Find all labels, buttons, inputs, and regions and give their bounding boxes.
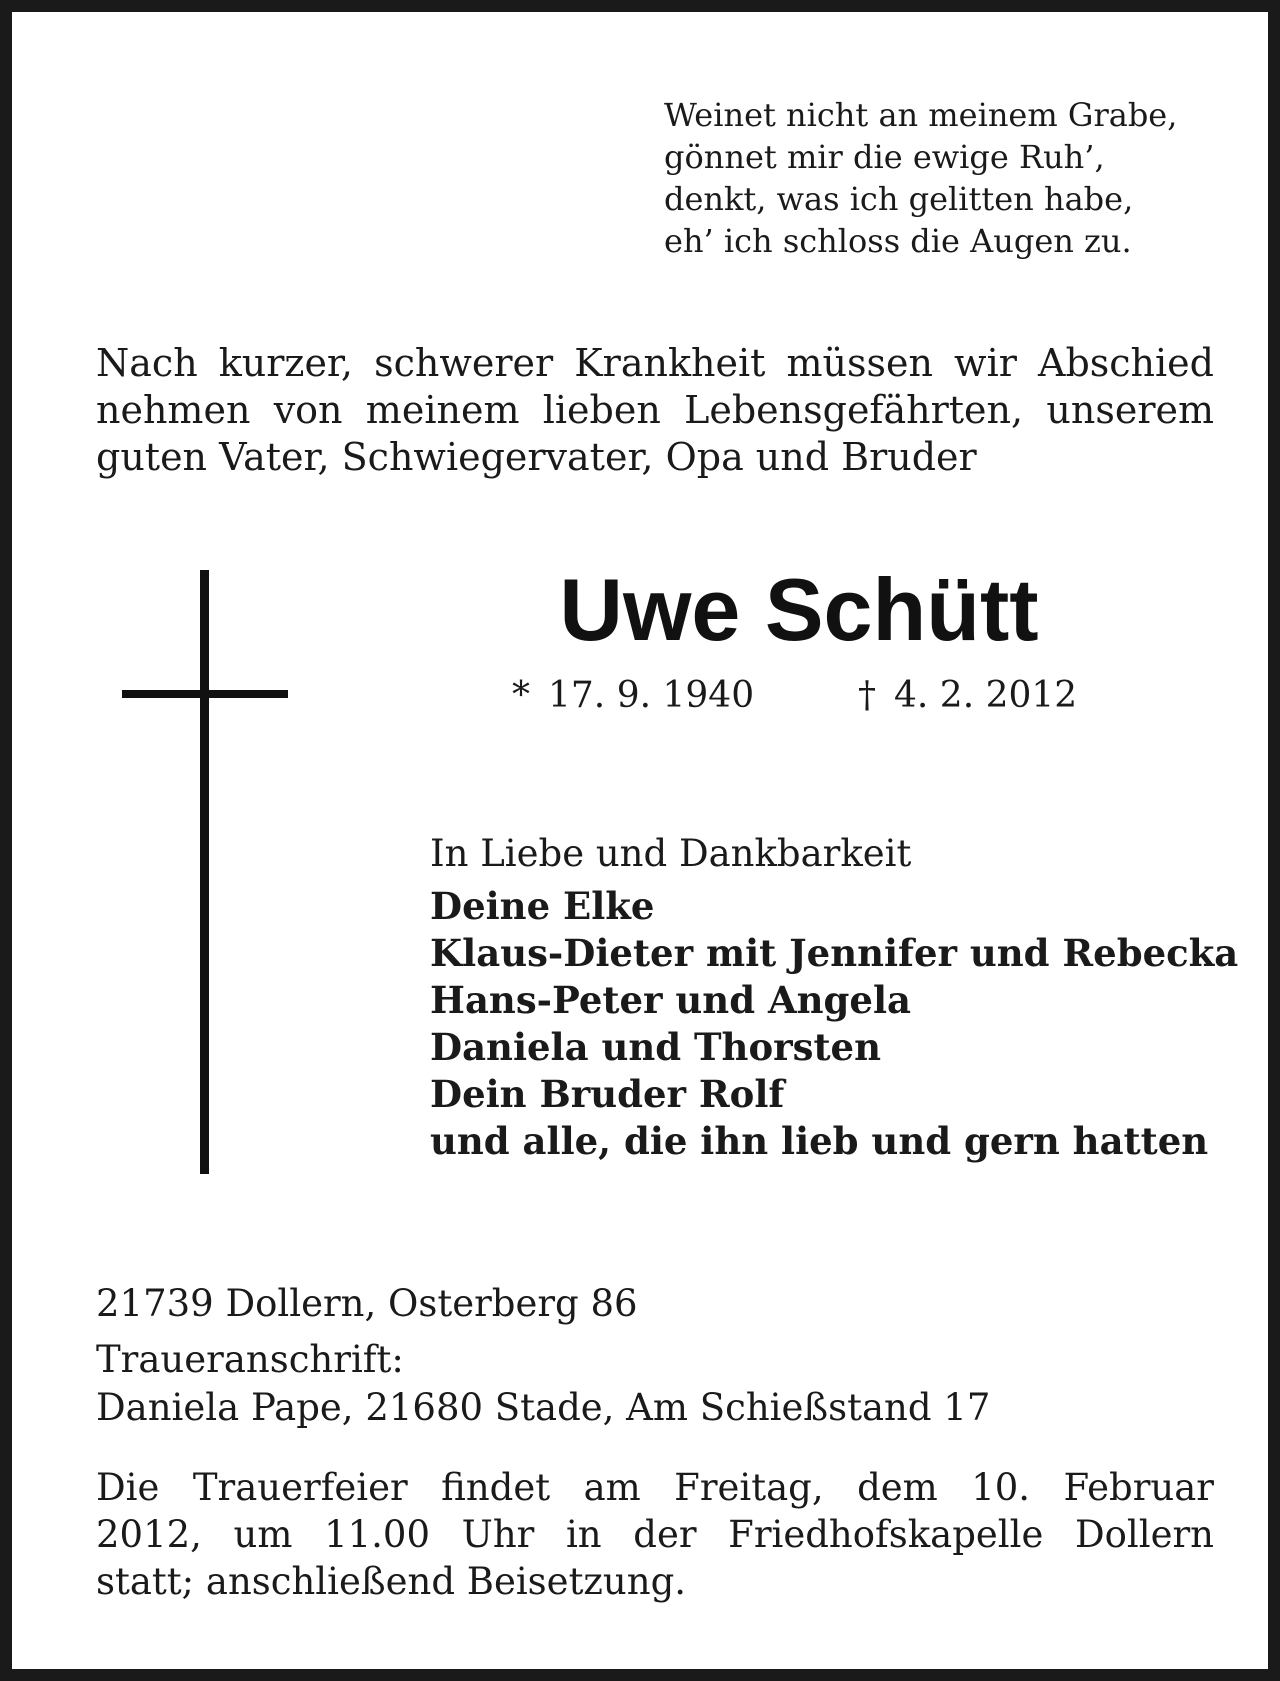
intro-line: nehmen von meinem lieben Lebensgefährten, unserem	[96, 388, 1214, 432]
address-block	[96, 1280, 1214, 1432]
death-date-value: 4. 2. 2012	[894, 675, 1078, 716]
mourner-name: und alle, die ihn lieb und gern hatten	[430, 1119, 1209, 1163]
death-dagger-icon: †	[858, 675, 876, 716]
birth-star-icon: *	[512, 675, 530, 716]
poem-line: Weinet nicht an meinem Grabe,	[664, 96, 1178, 134]
home-address: 21739 Dollern, Osterberg 86	[96, 1282, 638, 1325]
mourner-name: Dein Bruder Rolf	[430, 1072, 785, 1116]
mourning-address: Daniela Pape, 21680 Stade, Am Schießstand 17	[96, 1386, 991, 1429]
mourners-block	[430, 830, 1239, 1165]
poem-line: gönnet mir die ewige Ruh’,	[664, 138, 1105, 176]
poem-line: eh’ ich schloss die Augen zu.	[664, 222, 1132, 260]
ceremony-line: Die Trauerfeier findet am Freitag, dem 10. Februar	[96, 1466, 1214, 1509]
mourners-lead: In Liebe und Dankbarkeit	[430, 832, 912, 875]
mourners-names	[430, 883, 1239, 1165]
cross-horizontal-bar	[122, 690, 288, 698]
mourner-name: Deine Elke	[430, 884, 655, 928]
ceremony-line: 2012, um 11.00 Uhr in der Friedhofskapelle Dollern	[96, 1513, 1214, 1556]
ceremony-line: statt; anschließend Beisetzung.	[96, 1560, 687, 1603]
intro-line: Nach kurzer, schwerer Krankheit müssen wir Abschied	[96, 341, 1214, 385]
mourning-address-label: Traueranschrift:	[96, 1338, 404, 1381]
mourner-name: Hans-Peter und Angela	[430, 978, 911, 1022]
poem	[664, 94, 1224, 262]
intro-line: guten Vater, Schwiegervater, Opa und Bruder	[96, 435, 977, 479]
latin-cross-icon	[122, 570, 288, 1174]
mourner-name: Daniela und Thorsten	[430, 1025, 881, 1069]
deceased-name: Uwe Schütt	[559, 560, 1039, 659]
intro-text	[96, 340, 1214, 481]
birth-date-value: 17. 9. 1940	[548, 675, 755, 716]
cross-vertical-bar	[200, 570, 209, 1174]
mourner-name: Klaus-Dieter mit Jennifer und Rebecka	[430, 931, 1239, 975]
death-date	[858, 674, 1077, 718]
ceremony-info	[96, 1464, 1214, 1605]
birth-date	[512, 674, 754, 718]
poem-line: denkt, was ich gelitten habe,	[664, 180, 1134, 218]
